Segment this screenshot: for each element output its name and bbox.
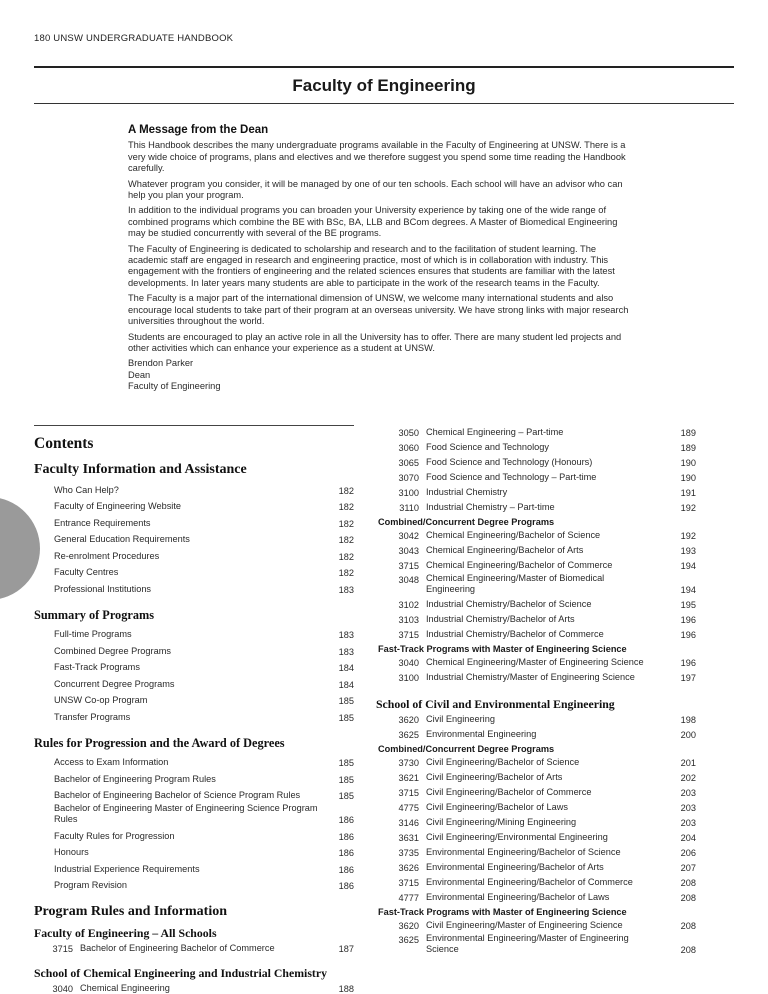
toc-page: 182 xyxy=(338,535,354,545)
civil-school-heading: School of Civil and Environmental Engineering xyxy=(376,697,615,711)
program-page: 196 xyxy=(680,658,696,668)
program-entry[interactable] xyxy=(376,670,696,685)
program-name: Environmental Engineering/Bachelor of Commerce xyxy=(426,877,633,887)
program-name: Food Science and Technology xyxy=(426,442,549,452)
program-entry[interactable] xyxy=(376,655,696,670)
program-page: 192 xyxy=(680,503,696,513)
program-page: 187 xyxy=(338,944,354,954)
program-name: Environmental Engineering/Bachelor of Laws xyxy=(426,892,610,902)
toc-label: Concurrent Degree Programs xyxy=(54,678,175,689)
program-code: 3715 xyxy=(398,630,419,640)
program-entry[interactable] xyxy=(376,500,696,515)
faculty-info-list xyxy=(34,481,354,597)
program-page: 208 xyxy=(680,893,696,903)
program-page: 193 xyxy=(680,546,696,556)
program-page: 207 xyxy=(680,863,696,873)
all-schools-heading: Faculty of Engineering – All Schools xyxy=(34,926,217,940)
program-page: 189 xyxy=(680,428,696,438)
program-name: Environmental Engineering xyxy=(426,729,537,739)
toc-label: Faculty Centres xyxy=(54,567,119,577)
summary-list xyxy=(34,626,354,725)
signature-role: Dean xyxy=(128,369,151,380)
toc-label: Faculty of Engineering Website xyxy=(54,501,181,511)
signature-org: Faculty of Engineering xyxy=(128,381,221,392)
toc-page: 183 xyxy=(338,646,354,657)
dean-message-heading: A Message from the Dean xyxy=(128,124,269,136)
toc-label: Access to Exam Information xyxy=(54,757,169,767)
toc-label: Re-enrolment Procedures xyxy=(54,550,160,561)
program-code: 3626 xyxy=(398,863,419,873)
program-code: 3110 xyxy=(399,503,419,513)
program-entry[interactable] xyxy=(376,455,696,470)
toc-entry[interactable] xyxy=(34,877,354,894)
program-entry[interactable] xyxy=(376,830,696,845)
program-page: 201 xyxy=(680,758,696,768)
toc-label: Transfer Programs xyxy=(54,711,131,722)
program-page: 194 xyxy=(680,585,696,595)
toc-entry[interactable] xyxy=(34,531,354,548)
program-name: Bachelor of Engineering Bachelor of Commerce xyxy=(80,943,275,953)
toc-entry[interactable] xyxy=(34,481,354,498)
toc-label: Professional Institutions xyxy=(54,583,152,594)
program-entry[interactable] xyxy=(376,612,696,627)
toc-entry[interactable] xyxy=(34,580,354,597)
toc-page: 185 xyxy=(338,758,354,768)
program-code: 3625 xyxy=(398,935,419,945)
program-page: 202 xyxy=(680,773,696,783)
toc-page: 184 xyxy=(338,679,354,690)
program-name: Industrial Chemistry/Master of Engineering Science xyxy=(426,672,635,682)
program-entry[interactable] xyxy=(376,573,696,597)
toc-entry[interactable] xyxy=(34,770,354,787)
program-page: 203 xyxy=(680,818,696,828)
program-entry[interactable] xyxy=(376,918,696,933)
toc-entry[interactable] xyxy=(34,547,354,564)
program-code: 3100 xyxy=(398,673,419,683)
program-code: 4775 xyxy=(398,803,419,813)
toc-page: 186 xyxy=(338,864,354,875)
program-entry[interactable] xyxy=(376,712,696,727)
combined-programs-heading: Combined/Concurrent Degree Programs xyxy=(378,744,555,754)
program-entry[interactable] xyxy=(376,558,696,573)
toc-page: 186 xyxy=(338,815,354,825)
contents-right-column xyxy=(376,425,696,957)
faculty-info-heading: Faculty Information and Assistance xyxy=(34,462,247,477)
program-entry[interactable] xyxy=(376,425,696,440)
dean-paragraph: The Faculty of Engineering is dedicated to scholarship and research and to the facilitation of student learning. The academic staff are engaged in research and engineering practice, most of which is in collaboration with industry. This engagement with the frontiers of engineering and the related sciences ensures that students are familiar with the latest developments. In later years many students are able to participate in the work of the research teams in the Faculty. xyxy=(128,243,615,288)
program-page: 195 xyxy=(680,600,696,610)
toc-entry[interactable] xyxy=(34,860,354,877)
program-code: 3042 xyxy=(398,531,419,541)
toc-page: 186 xyxy=(338,881,354,891)
toc-page: 185 xyxy=(338,774,354,785)
program-entry[interactable] xyxy=(34,941,354,956)
toc-page: 182 xyxy=(338,502,354,512)
toc-entry[interactable] xyxy=(34,692,354,709)
program-name: Chemical Engineering/Bachelor of Commerce xyxy=(426,560,613,570)
program-page: 197 xyxy=(680,673,696,683)
fast-track-heading: Fast-Track Programs with Master of Engineering Science xyxy=(378,644,627,654)
program-page: 208 xyxy=(680,945,696,955)
program-page: 189 xyxy=(680,443,696,453)
program-code: 4777 xyxy=(398,893,419,903)
program-code: 3631 xyxy=(398,833,419,843)
running-head: 180 UNSW UNDERGRADUATE HANDBOOK xyxy=(34,33,234,44)
program-name: Chemical Engineering xyxy=(80,983,170,993)
program-name: Environmental Engineering/Bachelor of Arts xyxy=(426,862,604,872)
program-code: 3715 xyxy=(398,561,419,571)
program-name: Civil Engineering/Bachelor of Arts xyxy=(426,772,563,782)
chemical-school-heading: School of Chemical Engineering and Industrial Chemistry xyxy=(34,966,327,980)
program-name: Civil Engineering/Mining Engineering xyxy=(426,817,577,827)
program-name: Civil Engineering/Bachelor of Commerce xyxy=(426,787,592,797)
toc-page: 185 xyxy=(338,791,354,801)
program-code: 3625 xyxy=(398,730,419,740)
toc-entry[interactable] xyxy=(34,787,354,804)
contents-left-column xyxy=(34,425,354,994)
program-entry[interactable] xyxy=(376,770,696,785)
program-code: 3730 xyxy=(398,758,419,768)
toc-entry[interactable] xyxy=(34,564,354,581)
program-page: 204 xyxy=(680,833,696,843)
toc-page: 185 xyxy=(338,712,354,723)
program-entry[interactable] xyxy=(376,933,696,957)
program-entry[interactable] xyxy=(376,845,696,860)
program-page: 203 xyxy=(680,788,696,798)
title-rule-bottom xyxy=(34,103,734,104)
program-code: 3065 xyxy=(398,458,419,468)
toc-label: Full-time Programs xyxy=(54,629,132,639)
toc-entry[interactable] xyxy=(34,514,354,531)
program-name: Civil Engineering xyxy=(426,714,495,724)
toc-entry[interactable] xyxy=(34,803,354,827)
toc-label: Entrance Requirements xyxy=(54,517,151,528)
toc-entry[interactable] xyxy=(34,626,354,643)
program-entry[interactable] xyxy=(376,727,696,742)
toc-page: 182 xyxy=(338,485,354,496)
toc-label: Faculty Rules for Progression xyxy=(54,830,175,841)
contents-rule xyxy=(34,425,354,426)
program-page: 206 xyxy=(680,848,696,858)
program-code: 3040 xyxy=(398,658,419,668)
program-code: 3102 xyxy=(398,600,419,610)
summary-heading: Summary of Programs xyxy=(34,607,154,622)
combined-programs-heading: Combined/Concurrent Degree Programs xyxy=(378,517,555,527)
toc-label: Who Can Help? xyxy=(54,484,119,495)
toc-label: Bachelor of Engineering Master of Engineering Science Program Rules xyxy=(54,803,318,824)
dean-paragraph: The Faculty is a major part of the international dimension of UNSW, we welcome many international students and also encourage local students to take part of their program at an overseas university. We have strong links with major research universities throughout the world. xyxy=(128,293,629,327)
program-name: Industrial Chemistry xyxy=(426,487,508,497)
program-entry[interactable] xyxy=(376,485,696,500)
program-code: 3715 xyxy=(398,878,419,888)
program-entry[interactable] xyxy=(376,528,696,543)
dean-paragraph: This Handbook describes the many undergraduate programs available in the Faculty of Engineering at UNSW. There is a very wide choice of programs, plans and electives and we therefore suggest you spend some time reading the Handbook carefully. xyxy=(128,140,626,174)
program-name: Environmental Engineering/Master of Engineering Science xyxy=(426,933,629,954)
program-entry[interactable] xyxy=(376,755,696,770)
program-code: 3103 xyxy=(398,615,419,625)
rules-heading: Rules for Progression and the Award of Degrees xyxy=(34,735,285,750)
title-rule-top xyxy=(34,66,734,68)
toc-label: Combined Degree Programs xyxy=(54,645,171,656)
program-code: 3715 xyxy=(398,788,419,798)
program-code: 3146 xyxy=(398,818,419,828)
toc-entry[interactable] xyxy=(34,659,354,676)
program-page: 208 xyxy=(680,921,696,931)
toc-page: 183 xyxy=(338,584,354,595)
program-entry[interactable] xyxy=(376,543,696,558)
program-name: Chemical Engineering – Part-time xyxy=(426,427,564,437)
toc-entry[interactable] xyxy=(34,642,354,659)
program-entry[interactable] xyxy=(376,785,696,800)
dean-paragraph: Students are encouraged to play an active role in all the University has to offer. There are many student led projects and other activities which can enhance your experience as a student at UNSW. xyxy=(128,331,622,353)
toc-entry[interactable] xyxy=(34,754,354,771)
program-name: Civil Engineering/Bachelor of Laws xyxy=(426,802,568,812)
program-page: 191 xyxy=(680,488,696,498)
toc-label: Fast-Track Programs xyxy=(54,662,140,672)
toc-label: Bachelor of Engineering Bachelor of Science Program Rules xyxy=(54,790,301,800)
toc-label: Program Revision xyxy=(54,880,128,890)
program-name: Food Science and Technology – Part-time xyxy=(426,472,597,482)
dean-message xyxy=(128,125,630,393)
program-entry[interactable] xyxy=(376,440,696,455)
program-name: Civil Engineering/Master of Engineering Science xyxy=(426,920,623,930)
toc-label: Industrial Experience Requirements xyxy=(54,863,200,874)
toc-entry[interactable] xyxy=(34,844,354,861)
fast-track-heading: Fast-Track Programs with Master of Engineering Science xyxy=(378,907,627,917)
dean-paragraph: In addition to the individual programs you can broaden your University experience by taking one of the wide range of combined programs which combine the BE with BSc, BA, LLB and BCom degrees. A Master of Biomedical Engineering may be studied concurrently with several of the BE programs. xyxy=(128,205,618,239)
program-code: 3050 xyxy=(398,428,419,438)
page-title: Faculty of Engineering xyxy=(292,76,476,95)
program-name: Industrial Chemistry/Bachelor of Commerce xyxy=(426,629,604,639)
program-entry[interactable] xyxy=(376,890,696,905)
program-page: 196 xyxy=(680,630,696,640)
program-entry[interactable] xyxy=(376,800,696,815)
program-entry[interactable] xyxy=(376,860,696,875)
toc-page: 183 xyxy=(338,630,354,640)
toc-entry[interactable] xyxy=(34,675,354,692)
program-name: Civil Engineering/Bachelor of Science xyxy=(426,757,580,767)
program-code: 3100 xyxy=(398,488,419,498)
program-name: Environmental Engineering/Bachelor of Science xyxy=(426,847,621,857)
program-code: 3620 xyxy=(398,921,419,931)
program-page: 208 xyxy=(680,878,696,888)
program-name: Industrial Chemistry/Bachelor of Arts xyxy=(426,614,575,624)
program-code: 3070 xyxy=(398,473,419,483)
toc-page: 186 xyxy=(338,831,354,842)
toc-label: General Education Requirements xyxy=(54,534,190,544)
program-name: Chemical Engineering/Bachelor of Science xyxy=(426,530,601,540)
program-page: 188 xyxy=(338,984,354,994)
program-code: 3621 xyxy=(398,773,419,783)
toc-page: 182 xyxy=(338,551,354,562)
toc-page: 184 xyxy=(338,663,354,673)
program-entry[interactable] xyxy=(376,875,696,890)
program-code: 3620 xyxy=(398,715,419,725)
program-name: Industrial Chemistry – Part-time xyxy=(426,502,555,512)
program-entry[interactable] xyxy=(376,470,696,485)
toc-page: 186 xyxy=(338,848,354,858)
program-code: 3048 xyxy=(398,575,419,585)
program-code: 3040 xyxy=(52,984,73,994)
program-entry[interactable] xyxy=(376,597,696,612)
program-name: Civil Engineering/Environmental Engineering xyxy=(426,832,608,842)
program-page: 198 xyxy=(680,715,696,725)
toc-page: 185 xyxy=(338,696,354,706)
signature-name: Brendon Parker xyxy=(128,358,194,369)
toc-entry[interactable] xyxy=(34,708,354,725)
toc-entry[interactable] xyxy=(34,827,354,844)
program-page: 190 xyxy=(680,473,696,483)
program-page: 200 xyxy=(680,730,696,740)
toc-label: Honours xyxy=(54,847,89,857)
program-entry[interactable] xyxy=(376,815,696,830)
program-code: 3043 xyxy=(398,546,419,556)
dean-paragraph: Whatever program you consider, it will be managed by one of our ten schools. Each school will have an advisor who can help you plan your program. xyxy=(128,178,623,201)
program-page: 194 xyxy=(680,561,696,571)
toc-label: Bachelor of Engineering Program Rules xyxy=(54,773,216,784)
toc-page: 182 xyxy=(338,518,354,529)
toc-entry[interactable] xyxy=(34,498,354,515)
toc-label: UNSW Co-op Program xyxy=(54,695,148,705)
program-name: Industrial Chemistry/Bachelor of Science xyxy=(426,599,592,609)
program-name: Chemical Engineering/Bachelor of Arts xyxy=(426,545,584,555)
program-code: 3735 xyxy=(398,848,419,858)
program-code: 3715 xyxy=(52,944,73,954)
rules-list xyxy=(34,754,354,894)
program-entry[interactable] xyxy=(34,981,354,994)
program-name: Chemical Engineering/Master of Biomedical Engineering xyxy=(426,573,605,594)
contents-title: Contents xyxy=(34,435,94,452)
program-entry[interactable] xyxy=(376,627,696,642)
program-name: Chemical Engineering/Master of Engineering Science xyxy=(426,657,644,667)
program-code: 3060 xyxy=(398,443,419,453)
program-page: 203 xyxy=(680,803,696,813)
program-page: 196 xyxy=(680,615,696,625)
program-name: Food Science and Technology (Honours) xyxy=(426,457,593,467)
program-rules-heading: Program Rules and Information xyxy=(34,904,228,919)
toc-page: 182 xyxy=(338,568,354,578)
program-page: 190 xyxy=(680,458,696,468)
program-page: 192 xyxy=(680,531,696,541)
